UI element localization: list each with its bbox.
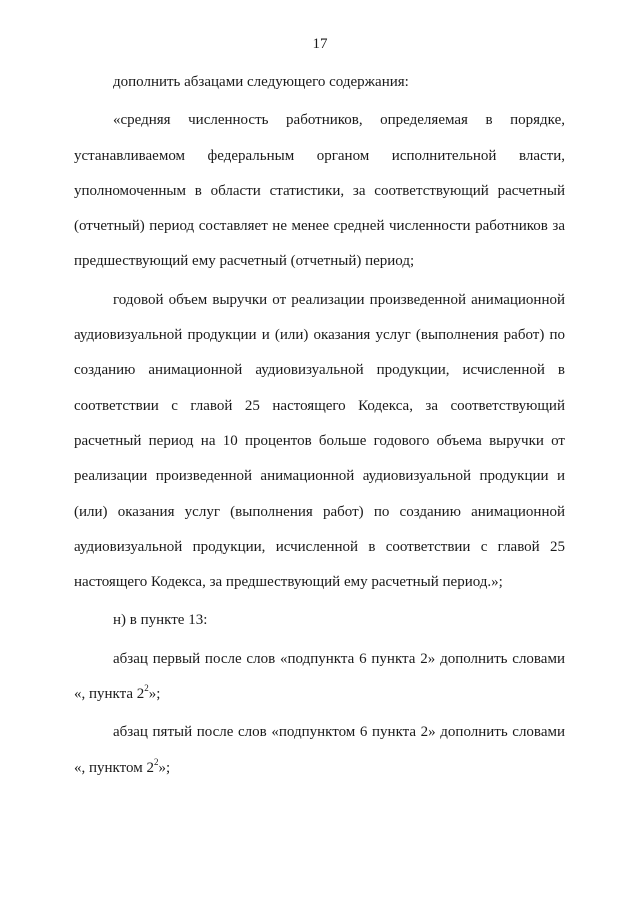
paragraph-intro: дополнить абзацами следующего содержания: <box>113 74 409 90</box>
paragraph-first-abzac-tail: »; <box>148 686 161 703</box>
paragraph-annual-revenue: годовой объем выручки от реализации произведенной анимационной аудиовизуальной продукции и (или) оказания услуг (выполнения работ) по созданию анимационной аудиовизуальной продукции, исчисленной в соответствии с главой 25 настоящего Кодекса, за соответствующий расчетный период на 10 процентов больше годового объема выручки от реализации произведенной анимационной аудиовизуальной продукции и (или) оказания услуг (выполнения работ) по созданию анимационной аудиовизуальной продукции, исчисленной в соответствии с главой 25 настоящего Кодекса, за предшествующий ему расчетный период.»; <box>74 291 565 591</box>
superscript-2: 2 <box>144 683 149 694</box>
page-number: 17 <box>312 36 328 52</box>
document-body <box>74 65 565 786</box>
paragraph-first-abzac <box>74 642 565 713</box>
paragraph-average-headcount: «средняя численность работников, определяемая в порядке, устанавливаемом федеральным органом исполнительной власти, уполномоченным в области статистики, за соответствующий расчетный (отчетный) период составляет не менее средней численности работников за предшествующий ему расчетный (отчетный) период; <box>74 112 565 270</box>
paragraph-fifth-abzac <box>74 715 565 786</box>
paragraph-fifth-abzac-text: абзац пятый после слов «подпунктом 6 пункта 2» дополнить словами «, пунктом 2 <box>74 724 565 776</box>
paragraph-item-n: н) в пункте 13: <box>113 612 208 629</box>
paragraph-first-abzac-text: абзац первый после слов «подпункта 6 пункта 2» дополнить словами «, пункта 2 <box>74 650 565 703</box>
superscript-2: 2 <box>153 756 159 767</box>
paragraph-fifth-abzac-tail: »; <box>158 759 171 776</box>
